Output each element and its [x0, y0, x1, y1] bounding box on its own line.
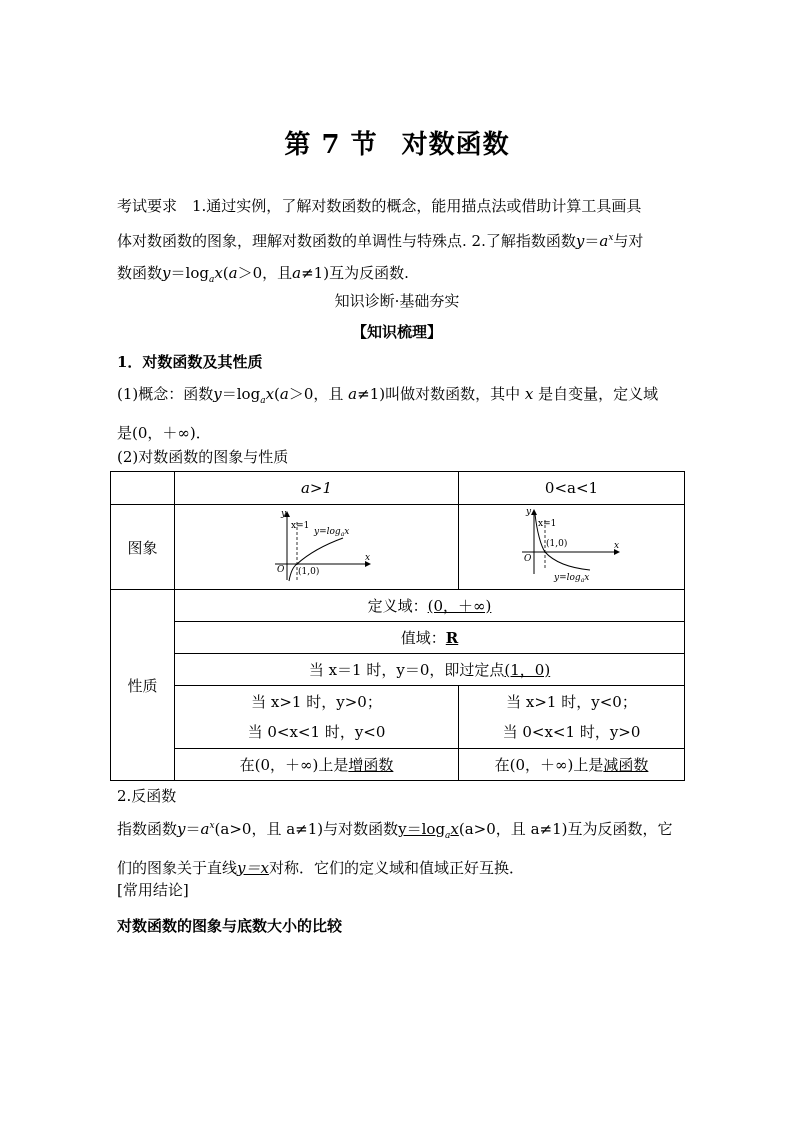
domain-row: 定义域：(0，＋∞)	[175, 590, 685, 622]
fixed-point-row: 当 x＝1 时，y＝0，即过定点(1，0)	[175, 654, 685, 686]
log-function-table	[110, 471, 685, 781]
req-line-3: 数函数$y=\log_ax(a>0$，且a≠1)互为反函数.	[117, 264, 409, 285]
conclusion-heading: 对数函数的图象与底数大小的比较	[117, 917, 343, 935]
page-title	[0, 124, 794, 161]
exam-requirements	[117, 190, 682, 296]
conclusion-tag: [常用结论]	[117, 881, 189, 899]
header-empty-cell	[111, 472, 175, 505]
y-axis-label: y	[280, 509, 286, 519]
x-axis-label: x	[613, 541, 619, 551]
point-label: (1,0)	[545, 539, 567, 549]
monotonic-decreasing: 在(0，＋∞)上是减函数	[459, 749, 685, 781]
req-line-1: 考试要求 1.通过实例，了解对数函数的概念，能用描点法或借助计算工具画具	[117, 197, 642, 215]
graph-decreasing	[512, 506, 632, 584]
range-row: 值域：R	[175, 622, 685, 654]
monotonic-increasing: 在(0，＋∞)上是增函数	[175, 749, 459, 781]
graph-decreasing-cell	[459, 505, 685, 590]
graph-increasing	[257, 508, 377, 582]
s1-concept: (1)概念：函数$y=\log_ax(a>0$，且 a≠1)叫做对数函数，其中 x 是自变量，定义域 是(0，＋∞)．	[117, 385, 659, 442]
table-caption: (2)对数函数的图象与性质	[117, 448, 289, 466]
header-a-gt-1: a>1	[175, 472, 459, 505]
s2-body: 指数函数$y=a^x(a>0$，且 a≠1)与对数函数$y=\log_ax(a>0$，且 a≠1)互为反函数，它 们的图象关于直线y＝x对称．它们的定义域和值域正好互换．	[117, 820, 673, 877]
origin-label: O	[276, 565, 284, 575]
sign-decreasing: 当 x>1 时，y<0； 当 0<x<1 时，y>0	[459, 686, 685, 749]
req-line-2: 体对数函数的图象，理解对数函数的单调性与特殊点. 2.了解指数函数$y=a^x$与对	[117, 232, 644, 250]
curve-label: $y=\log_ax$	[553, 573, 589, 584]
y-axis-label: y	[525, 507, 531, 517]
title-topic: 对数函数	[401, 130, 510, 160]
header-a-lt-1: 0<a<1	[459, 472, 685, 505]
s2-heading: 2.反函数	[117, 787, 177, 805]
title-section-number: 第 7 节	[284, 130, 378, 160]
s1-heading: 1．对数函数及其性质	[117, 353, 263, 371]
x-axis-label: x	[364, 553, 370, 563]
graph-increasing-cell	[175, 505, 459, 590]
row-label-properties: 性质	[111, 590, 175, 781]
y-axis-arrow	[531, 509, 537, 515]
x-eq-1-label: x=1	[290, 521, 309, 531]
row-label-image: 图象	[111, 505, 175, 590]
point-label: (1,0)	[297, 567, 319, 577]
x-eq-1-label: x=1	[537, 519, 556, 529]
curve-label: $y=\log_ax$	[313, 527, 349, 538]
origin-label: O	[523, 554, 531, 564]
sign-increasing: 当 x>1 时，y>0； 当 0<x<1 时，y<0	[175, 686, 459, 749]
section-subheading: 【知识梳理】	[351, 323, 442, 341]
section-heading: 知识诊断·基础夯实	[334, 292, 460, 310]
